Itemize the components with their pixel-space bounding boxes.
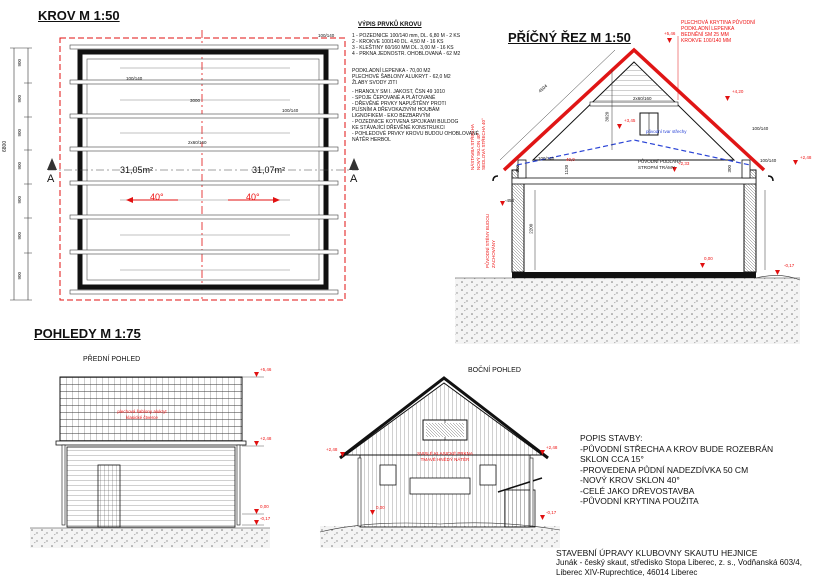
note-line: PLÍSNÍM A DŘEVOKAZNÝM HOUBÁM [352,107,440,113]
new-slope-line: SEDLOVÁ STŘECHA 40° [481,118,486,170]
angle-right: 40° [246,192,260,202]
area-left: 31,05m² [120,165,154,175]
front-roof-line: klasické čtverce [126,414,158,420]
rez-title: PŘÍČNÝ ŘEZ M 1:50 [508,30,631,45]
level-000: 0,00 [704,256,713,261]
new-slope-line: NÁSTAVBA STŘECHA [470,124,475,170]
project-title: STAVEBNÍ ÚPRAVY KLUBOVNY SKAUTU HEJNICE [556,548,758,558]
area-right: 31,07m² [252,165,286,175]
vypis-item: 2 - KROKVE 100/140 DL. 4,50 M - 16 KS [352,39,444,45]
krov-width-dim: 3000 [190,98,201,103]
section-mark-left: A [47,173,55,185]
level-420: +4,20 [732,89,744,94]
level-233: +2,33 [678,161,690,166]
label-100-left: 100/140 [538,156,555,161]
popis-line: -PŮVODNÍ STŘECHA A KROV BUDE ROZEBRÁN [580,443,774,454]
vypis-item: 1 - POZEDNICE 100/140 mm, DL. 6,80 M - 2 KS [352,33,461,39]
krov-label-mid: 100/140 [126,76,143,81]
krov-label-top: 100/140 [318,33,335,38]
front-view [30,372,270,548]
krov-title: KROV M 1:50 [38,8,120,23]
roof-note-line: BEDNĚNÍ SM 25 MM [681,32,729,38]
popis-line: -PŮVODNÍ KRYTINA POUŽITA [580,496,699,506]
vypis-item: 4 - PRKNA JEDNOSTR. OHOBLOVANÁ - 62 M2 [352,51,461,57]
note-line: - DŘEVĚNÉ PRVKY NAPUŠTĚNY PROTI [352,101,446,107]
roof-note-line: PODKLADNÍ LEPENKA [681,26,735,32]
roof-angle: 40,0 [566,157,575,162]
side-level-b: +2,48 [326,447,338,452]
dim-4504: 4504 [537,83,549,94]
side-view-label: BOČNÍ POHLED [468,367,521,374]
material-line: ŽLABY SVODY ZITI [352,80,397,86]
material-line: PODKLADNÍ LEPENKA - 70,00 M2 [352,68,431,74]
krov-plan [10,30,359,300]
orig-floor-line: PŮVODNÍ PODLAHA [638,159,682,164]
label-100-right2: 100/140 [760,158,777,163]
side-level-c: 0,00 [376,505,385,510]
pohledy-title: POHLEDY M 1:75 [34,326,141,341]
level-top: +5,46 [664,31,676,36]
side-level-d: -0,17 [546,510,557,515]
front-level-d: -0,17 [260,516,271,521]
note-line: KE STÁVAJÍCÍ DŘEVĚNÉ KONSTRUKCI [352,125,445,131]
side-wall-line: TMAVĚ HNĚDÝ NÁTĚR [420,456,470,462]
krov-dim-4: 900 [17,161,23,170]
dim-300-left: 300 [515,164,521,173]
section-drawing [455,36,800,344]
front-level-c: 0,00 [260,504,269,509]
note-line: - POHLEDOVÉ PRVKY KROVU BUDOU OHOBLOVANÉ [352,131,479,137]
krov-dim-6: 900 [17,231,23,240]
orig-floor [638,159,681,170]
vypis-item: 3 - KLEŠTINY 60/160 MM DL. 3,00 M - 16 KS [352,45,454,51]
dim-300-right: 300 [727,164,733,173]
new-slope-note [470,110,487,170]
popis-title: POPIS STAVBY: [580,433,643,443]
roof-note-line: PLECHOVÁ KRYTINA PŮVODNÍ [681,20,756,26]
new-slope-line: NOVÝ SKLON 40° [475,132,481,170]
popis-line: SKLON CCA 15° [580,454,644,464]
orig-roof-label: původní tvar střechy [646,129,687,134]
title-block [556,548,824,578]
krov-dim-1: 900 [17,58,23,67]
level-248: +2,48 [800,155,812,160]
front-roof-note [112,409,172,420]
roof-note-line: KROKVE 100/140 MM [681,38,732,44]
section-mark-right: A [350,173,358,185]
dim-450: -450 [505,198,515,203]
collar-label: 2x60/160 [633,96,652,101]
label-100-right: 100/140 [752,126,769,131]
roof-note [681,20,791,44]
dim-1130: 1130 [564,164,570,175]
dim-3020: 3020 [604,111,610,122]
side-view [320,378,560,548]
angle-left: 40° [150,192,164,202]
note-line: - POZEDNICE KOTVENA SPOJKAMI BULDOG [352,119,459,125]
client-line-2: Liberec XIV-Ruprechtice, 46014 Liberec [556,568,698,577]
note-line: NÁTĚR HERBOL [352,137,391,143]
note-line: - HRANOLY SM I. JAKOST, ČSN 49 1010 [352,89,445,95]
front-level-a: +5,46 [260,367,272,372]
front-roof-line: plechová šablony alukryt [117,409,167,414]
krov-label-center: 2x60/160 [188,140,207,145]
orig-floor-line: STROPNÍ TRÁMY [638,164,675,170]
side-level-b2: +2,48 [546,445,558,450]
side-wall-line: SVISLÉ KLASICKÉ PRKNA [417,451,473,456]
level-345: +3,45 [624,118,636,123]
note-line: - SPOJE ČEPOVANÉ A PLÁTOVANÉ [352,95,436,101]
popis-stavby [580,433,820,507]
front-view-label: PŘEDNÍ POHLED [83,356,141,363]
krov-dim-5: 900 [17,195,23,204]
vypis-materials [352,68,492,86]
front-level-b: +2,48 [260,436,272,441]
note-line: LIGNOFIKEM - EKO BEZBARVÝM [352,113,430,119]
client-line-1: Junák - český skaut, středisko Stopa Liberec, z. s., Vodňanská 603/4, [556,558,802,567]
popis-line: -CELÉ JAKO DŘEVOSTAVBA [580,485,695,496]
popis-line: -NOVÝ KROV SKLON 40° [580,475,680,485]
krov-dim-7: 900 [17,271,23,280]
krov-label-right: 100/140 [282,108,299,113]
dim-2200: 2200 [528,223,534,234]
level-neg017: -0,17 [784,263,795,268]
vypis-items [352,33,492,57]
popis-line: -PROVEDENA PŮDNÍ NADEZDÍVKA 50 CM [580,464,749,475]
side-wall-note [414,451,476,462]
orig-walls-note: PŮVODNÍ STĚNY BUDOU ZACHOVÁNY [485,213,496,268]
krov-dim-total: 6800 [2,140,8,152]
krov-dim-2: 900 [17,94,23,103]
vypis-title: VÝPIS PRVKŮ KROVU [358,22,422,28]
material-line: PLECHOVÉ ŠABLONY ALUKRYT - 62,0 M2 [352,74,451,80]
krov-dim-3: 900 [17,128,23,137]
